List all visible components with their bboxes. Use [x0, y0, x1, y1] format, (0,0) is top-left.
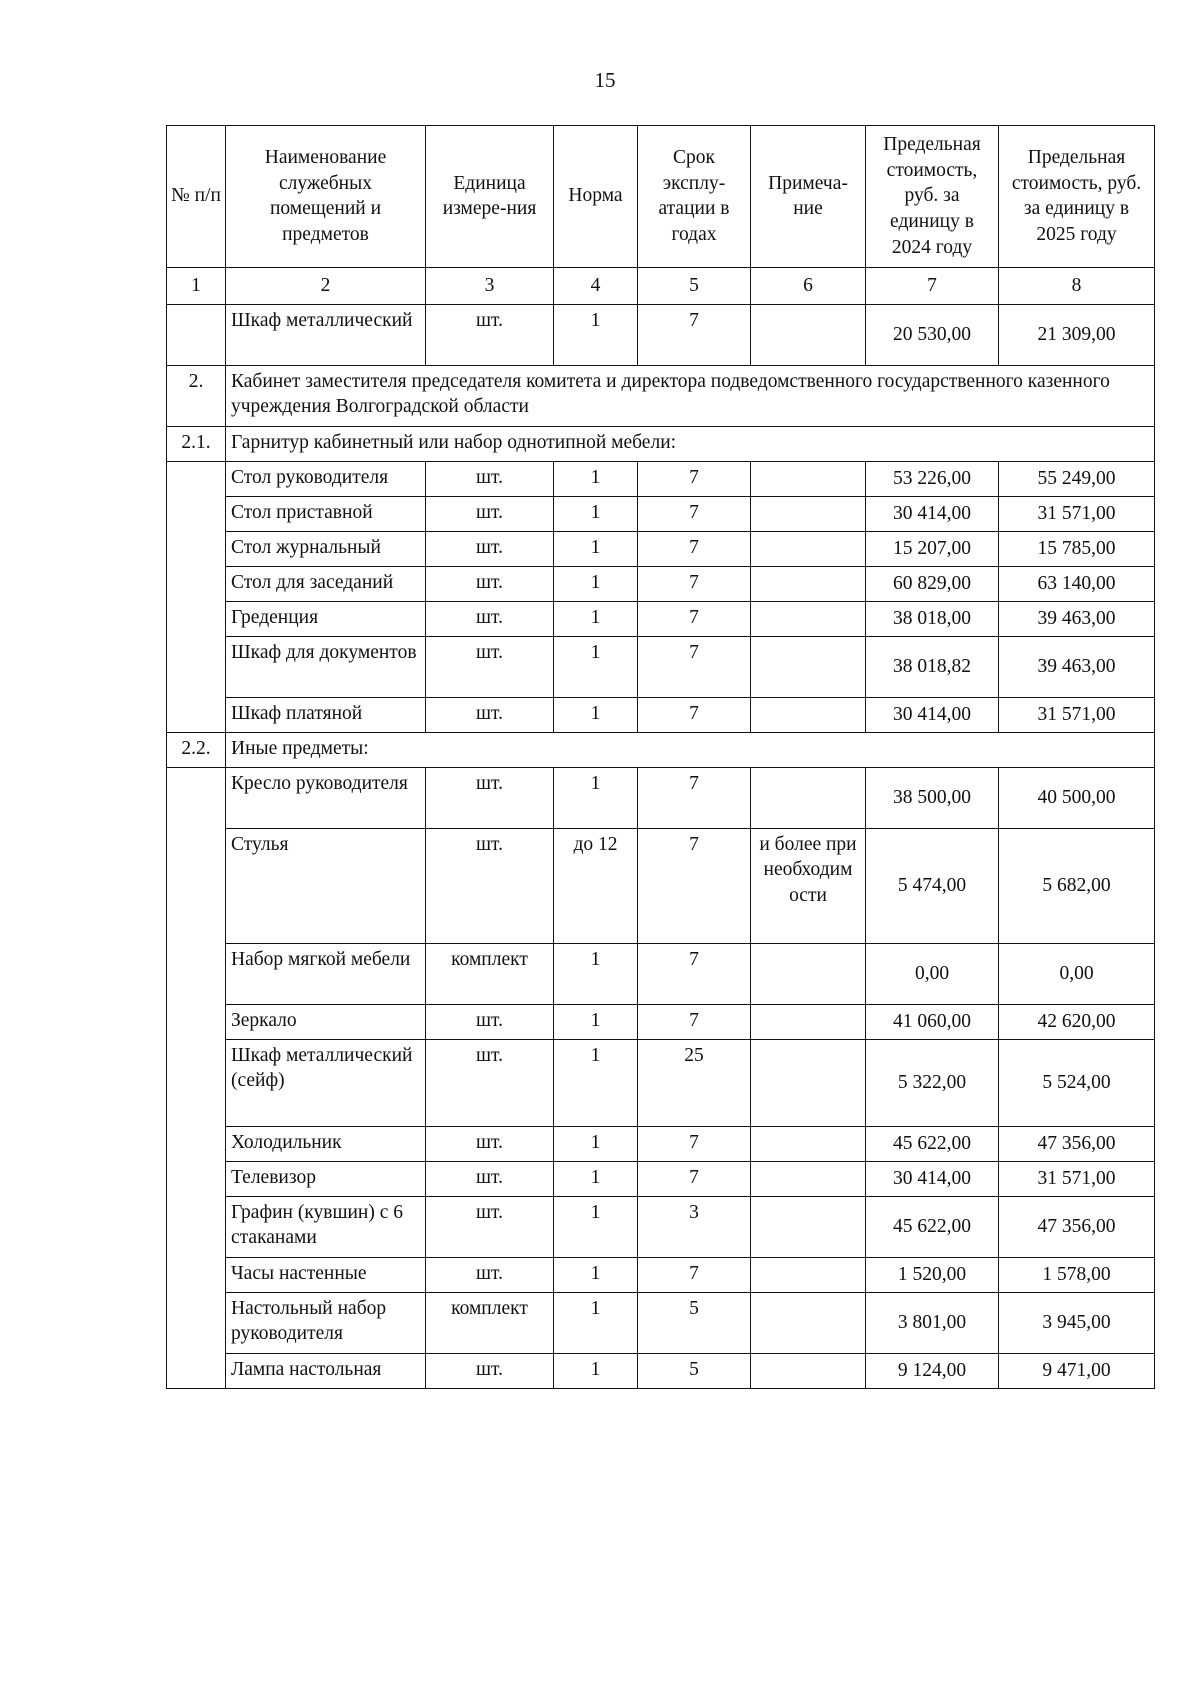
item-name: Шкаф платяной — [226, 697, 426, 732]
section-title: Гарнитур кабинетный или набор однотипной мебели: — [226, 426, 1155, 461]
item-price-2025: 31 571,00 — [999, 697, 1155, 732]
section-row — [167, 365, 1155, 426]
item-unit: шт. — [426, 697, 554, 732]
item-price-2024: 5 322,00 — [866, 1039, 999, 1126]
table-row — [167, 828, 1155, 943]
item-term: 7 — [638, 1004, 751, 1039]
item-price-2025: 5 524,00 — [999, 1039, 1155, 1126]
column-number: 7 — [866, 267, 999, 304]
item-norm: 1 — [554, 601, 638, 636]
item-term: 7 — [638, 767, 751, 828]
item-price-2025: 47 356,00 — [999, 1196, 1155, 1257]
item-name: Настольный набор руководителя — [226, 1292, 426, 1353]
item-unit: шт. — [426, 304, 554, 365]
table-row — [167, 1196, 1155, 1257]
item-term: 7 — [638, 828, 751, 943]
item-name: Графин (кувшин) с 6 стаканами — [226, 1196, 426, 1257]
column-number: 5 — [638, 267, 751, 304]
row-num — [167, 461, 226, 732]
table-row — [167, 697, 1155, 732]
item-note — [751, 1292, 866, 1353]
item-norm: 1 — [554, 636, 638, 697]
item-price-2024: 30 414,00 — [866, 697, 999, 732]
item-name: Стол журнальный — [226, 531, 426, 566]
item-note: и более при необходим ости — [751, 828, 866, 943]
item-unit: шт. — [426, 828, 554, 943]
item-name: Шкаф для документов — [226, 636, 426, 697]
item-unit: шт. — [426, 531, 554, 566]
item-term: 7 — [638, 531, 751, 566]
item-note — [751, 1196, 866, 1257]
header-unit: Единица измере-ния — [426, 126, 554, 268]
item-note — [751, 1353, 866, 1388]
item-name: Стол руководителя — [226, 461, 426, 496]
item-unit: шт. — [426, 1126, 554, 1161]
item-note — [751, 461, 866, 496]
item-term: 7 — [638, 601, 751, 636]
item-norm: 1 — [554, 697, 638, 732]
row-num — [167, 304, 226, 365]
item-norm: 1 — [554, 767, 638, 828]
item-name: Лампа настольная — [226, 1353, 426, 1388]
item-price-2025: 47 356,00 — [999, 1126, 1155, 1161]
item-norm: 1 — [554, 1257, 638, 1292]
item-price-2024: 38 500,00 — [866, 767, 999, 828]
item-price-2024: 45 622,00 — [866, 1126, 999, 1161]
item-term: 3 — [638, 1196, 751, 1257]
table-row — [167, 566, 1155, 601]
item-unit: комплект — [426, 1292, 554, 1353]
table-row — [167, 496, 1155, 531]
item-price-2025: 31 571,00 — [999, 496, 1155, 531]
item-term: 7 — [638, 1257, 751, 1292]
item-note — [751, 943, 866, 1004]
item-norm: 1 — [554, 943, 638, 1004]
item-price-2024: 38 018,00 — [866, 601, 999, 636]
item-price-2025: 31 571,00 — [999, 1161, 1155, 1196]
item-name: Телевизор — [226, 1161, 426, 1196]
header-name: Наименование служебных помещений и предметов — [226, 126, 426, 268]
item-price-2024: 60 829,00 — [866, 566, 999, 601]
item-name: Греденция — [226, 601, 426, 636]
item-unit: шт. — [426, 1039, 554, 1126]
item-note — [751, 697, 866, 732]
item-name: Зеркало — [226, 1004, 426, 1039]
item-name: Часы настенные — [226, 1257, 426, 1292]
item-name: Шкаф металлический (сейф) — [226, 1039, 426, 1126]
table-row — [167, 1353, 1155, 1388]
section-num: 2.2. — [167, 732, 226, 767]
item-price-2025: 42 620,00 — [999, 1004, 1155, 1039]
table-header-row — [167, 126, 1155, 268]
item-price-2025: 21 309,00 — [999, 304, 1155, 365]
header-note: Примеча-ние — [751, 126, 866, 268]
item-term: 7 — [638, 461, 751, 496]
item-unit: шт. — [426, 1196, 554, 1257]
item-name: Стол для заседаний — [226, 566, 426, 601]
item-name: Стулья — [226, 828, 426, 943]
column-number: 4 — [554, 267, 638, 304]
section-title: Кабинет заместителя председателя комитета и директора подведомственного государственного казенного учреждения Волгоградской области — [226, 365, 1155, 426]
table-row — [167, 461, 1155, 496]
item-norm: 1 — [554, 304, 638, 365]
item-price-2024: 38 018,82 — [866, 636, 999, 697]
item-price-2025: 39 463,00 — [999, 601, 1155, 636]
page-number: 15 — [594, 68, 616, 92]
item-price-2024: 1 520,00 — [866, 1257, 999, 1292]
item-norm: до 12 — [554, 828, 638, 943]
item-term: 7 — [638, 1126, 751, 1161]
table-row — [167, 304, 1155, 365]
item-unit: шт. — [426, 601, 554, 636]
item-term: 25 — [638, 1039, 751, 1126]
item-term: 7 — [638, 636, 751, 697]
header-num: № п/п — [167, 126, 226, 268]
item-price-2024: 30 414,00 — [866, 496, 999, 531]
table-row — [167, 1257, 1155, 1292]
item-note — [751, 636, 866, 697]
item-unit: шт. — [426, 461, 554, 496]
item-unit: шт. — [426, 566, 554, 601]
table-row — [167, 1292, 1155, 1353]
item-norm: 1 — [554, 1039, 638, 1126]
item-price-2025: 15 785,00 — [999, 531, 1155, 566]
item-norm: 1 — [554, 461, 638, 496]
item-unit: шт. — [426, 1004, 554, 1039]
table-row — [167, 531, 1155, 566]
section-num: 2. — [167, 365, 226, 426]
item-unit: шт. — [426, 496, 554, 531]
item-term: 7 — [638, 697, 751, 732]
table-row — [167, 636, 1155, 697]
item-price-2024: 20 530,00 — [866, 304, 999, 365]
item-term: 7 — [638, 304, 751, 365]
header-term: Срок эксплу-атации в годах — [638, 126, 751, 268]
item-price-2025: 9 471,00 — [999, 1353, 1155, 1388]
column-number: 2 — [226, 267, 426, 304]
item-price-2025: 39 463,00 — [999, 636, 1155, 697]
item-term: 7 — [638, 1161, 751, 1196]
item-name: Стол приставной — [226, 496, 426, 531]
table-row — [167, 767, 1155, 828]
table-row — [167, 601, 1155, 636]
column-number: 1 — [167, 267, 226, 304]
item-note — [751, 304, 866, 365]
table-row — [167, 1161, 1155, 1196]
section-row — [167, 426, 1155, 461]
item-price-2024: 53 226,00 — [866, 461, 999, 496]
item-norm: 1 — [554, 1004, 638, 1039]
item-norm: 1 — [554, 1126, 638, 1161]
section-title: Иные предметы: — [226, 732, 1155, 767]
item-term: 7 — [638, 496, 751, 531]
item-price-2025: 55 249,00 — [999, 461, 1155, 496]
item-price-2025: 0,00 — [999, 943, 1155, 1004]
item-price-2025: 63 140,00 — [999, 566, 1155, 601]
item-norm: 1 — [554, 1353, 638, 1388]
item-norm: 1 — [554, 1161, 638, 1196]
item-note — [751, 1039, 866, 1126]
item-unit: шт. — [426, 767, 554, 828]
item-note — [751, 1126, 866, 1161]
item-price-2024: 45 622,00 — [866, 1196, 999, 1257]
item-name: Холодильник — [226, 1126, 426, 1161]
item-price-2024: 3 801,00 — [866, 1292, 999, 1353]
item-name: Шкаф металлический — [226, 304, 426, 365]
item-norm: 1 — [554, 1292, 638, 1353]
item-unit: шт. — [426, 636, 554, 697]
table-row — [167, 1126, 1155, 1161]
item-note — [751, 566, 866, 601]
item-price-2024: 41 060,00 — [866, 1004, 999, 1039]
item-note — [751, 601, 866, 636]
item-unit: шт. — [426, 1161, 554, 1196]
section-row — [167, 732, 1155, 767]
item-norm: 1 — [554, 531, 638, 566]
column-number: 8 — [999, 267, 1155, 304]
item-name: Набор мягкой мебели — [226, 943, 426, 1004]
item-price-2025: 1 578,00 — [999, 1257, 1155, 1292]
item-norm: 1 — [554, 566, 638, 601]
item-price-2024: 5 474,00 — [866, 828, 999, 943]
item-unit: шт. — [426, 1353, 554, 1388]
item-term: 7 — [638, 943, 751, 1004]
item-note — [751, 1161, 866, 1196]
item-term: 5 — [638, 1353, 751, 1388]
item-price-2025: 40 500,00 — [999, 767, 1155, 828]
column-number: 6 — [751, 267, 866, 304]
item-price-2024: 30 414,00 — [866, 1161, 999, 1196]
item-note — [751, 1004, 866, 1039]
row-num — [167, 767, 226, 1388]
item-note — [751, 1257, 866, 1292]
item-price-2024: 15 207,00 — [866, 531, 999, 566]
column-numbers-row — [167, 267, 1155, 304]
item-norm: 1 — [554, 496, 638, 531]
header-price-2025: Предельная стоимость, руб. за единицу в 2025 году — [999, 126, 1155, 268]
item-term: 5 — [638, 1292, 751, 1353]
item-term: 7 — [638, 566, 751, 601]
item-unit: комплект — [426, 943, 554, 1004]
item-note — [751, 767, 866, 828]
header-price-2024: Предельная стоимость, руб. за единицу в 2024 году — [866, 126, 999, 268]
item-price-2025: 5 682,00 — [999, 828, 1155, 943]
column-number: 3 — [426, 267, 554, 304]
table-row — [167, 1004, 1155, 1039]
section-num: 2.1. — [167, 426, 226, 461]
table-row — [167, 943, 1155, 1004]
furniture-norms-table — [166, 125, 1155, 1389]
item-price-2025: 3 945,00 — [999, 1292, 1155, 1353]
item-unit: шт. — [426, 1257, 554, 1292]
item-price-2024: 9 124,00 — [866, 1353, 999, 1388]
item-norm: 1 — [554, 1196, 638, 1257]
header-norm: Норма — [554, 126, 638, 268]
table-row — [167, 1039, 1155, 1126]
item-name: Кресло руководителя — [226, 767, 426, 828]
item-price-2024: 0,00 — [866, 943, 999, 1004]
item-note — [751, 496, 866, 531]
item-note — [751, 531, 866, 566]
